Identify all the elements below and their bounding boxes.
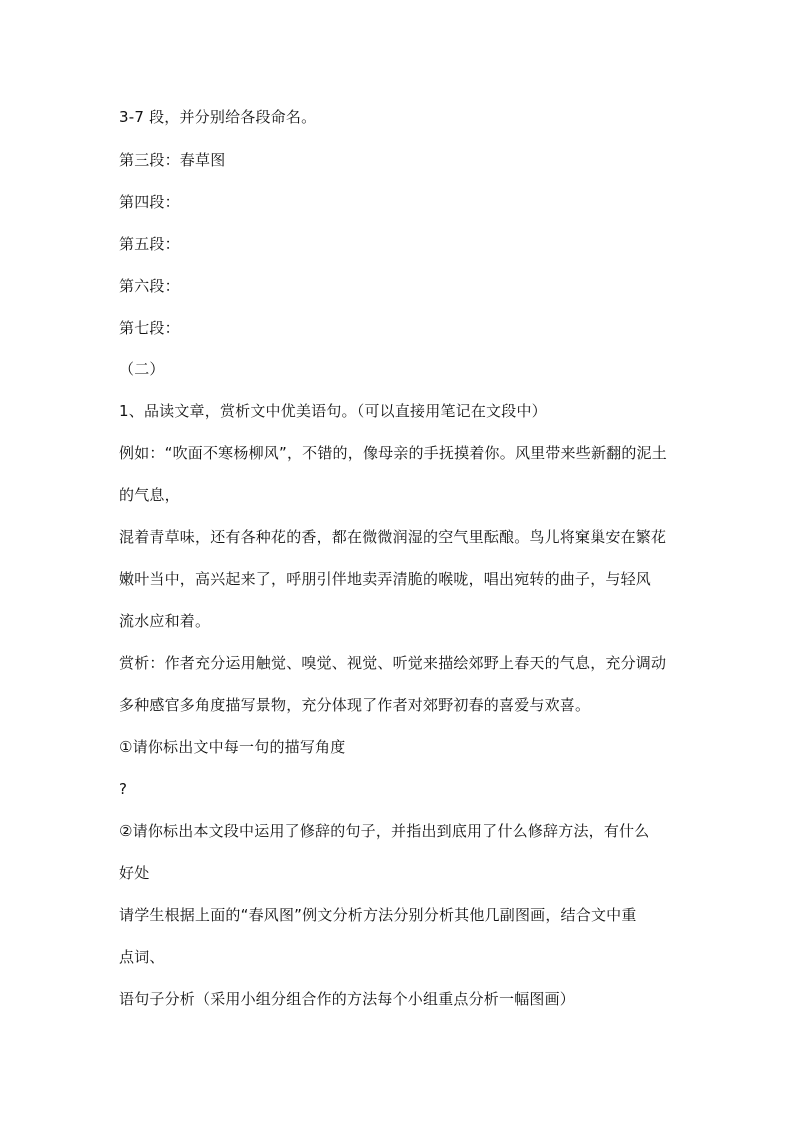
section-5-label: 第五段： <box>119 235 180 253</box>
section-6-label: 第六段： <box>119 277 180 295</box>
instruction-line: 3-7 段，并分别给各段命名。 <box>119 108 317 126</box>
question-2-line-1: ②请你标出本文段中运用了修辞的句子，并指出到底用了什么修辞方法，有什么 <box>119 822 650 840</box>
analysis-line-1: 赏析：作者充分运用触觉、嗅觉、视觉、听觉来描绘郊野上春天的气息，充分调动 <box>119 654 667 672</box>
assignment-line-1: 请学生根据上面的“春风图”例文分析方法分别分析其他几副图画，结合文中重 <box>119 906 637 924</box>
question-mark: ? <box>119 780 128 798</box>
example-line-4: 嫩叶当中，高兴起来了，呼朋引伴地卖弄清脆的喉咙，唱出宛转的曲子，与轻风 <box>119 570 652 588</box>
section-3-label: 第三段：春草图 <box>119 151 226 169</box>
example-line-5: 流水应和着。 <box>119 612 211 630</box>
example-line-1: 例如：“吹面不寒杨柳风”，不错的，像母亲的手抚摸着你。风里带来些新翻的泥土 <box>119 444 667 462</box>
section-4-label: 第四段： <box>119 193 180 211</box>
example-line-2: 的气息， <box>119 486 180 504</box>
question-2-line-2: 好处 <box>119 864 150 882</box>
analysis-line-2: 多种感官多角度描写景物，充分体现了作者对郊野初春的喜爱与欢喜。 <box>119 696 591 714</box>
question-1: ①请你标出文中每一句的描写角度 <box>119 738 346 756</box>
assignment-line-2: 点词、 <box>119 948 165 966</box>
section-7-label: 第七段： <box>119 319 180 337</box>
assignment-line-3: 语句子分析（采用小组分组合作的方法每个小组重点分析一幅图画） <box>119 990 576 1008</box>
task-1-instruction: 1、品读文章，赏析文中优美语句。（可以直接用笔记在文段中） <box>119 402 547 420</box>
part-two-heading: （二） <box>119 360 165 378</box>
example-line-3: 混着青草味，还有各种花的香，都在微微润湿的空气里酝酿。鸟儿将窠巢安在繁花 <box>119 528 667 546</box>
